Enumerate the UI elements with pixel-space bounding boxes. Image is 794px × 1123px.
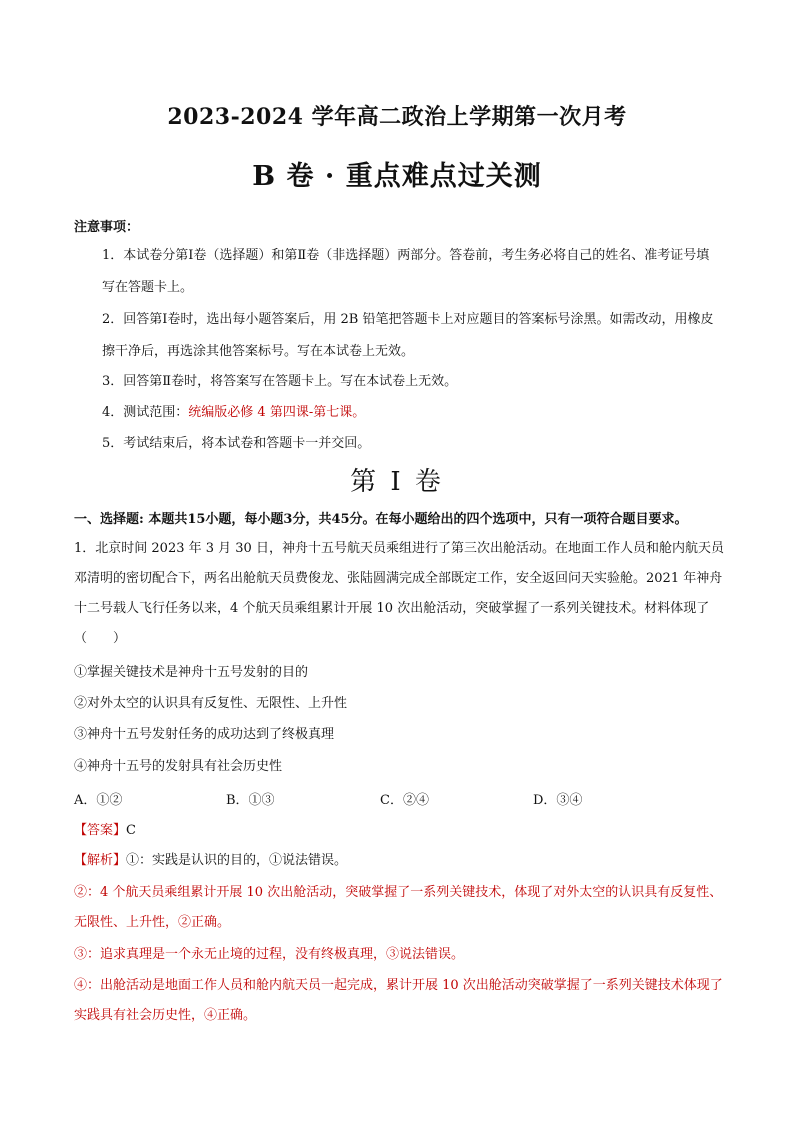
notice-item-2 [74, 304, 722, 368]
q1-analysis-2: ②：4 个航天员乘组累计开展 10 次出舱活动，突破掌握了一系列关键技术，体现了对外太空的认识具有反复性、无限性、上升性，②正确。 [74, 885, 723, 930]
notice-item-1 [74, 240, 722, 304]
notice-heading: 注意事项： [74, 220, 140, 235]
exam-title: 2023-2024 学年高二政治上学期第一次月考 [167, 104, 627, 130]
analysis-line-1: ①：实践是认识的目的，①说法错误。 [126, 853, 348, 868]
analysis-label: 【解析】 [74, 853, 127, 868]
answer-value: C [126, 823, 136, 838]
q1-stem: 1．北京时间 2023 年 3 月 30 日，神舟十五号航天员乘组进行了第三次出舱活动。在地面工作人员和舱内航天员邓清明的密切配合下，两名出舱航天员费俊龙、张陆圆满完成全部既定工作，安全返回问天实验舱。2021 年神舟十二号载人飞行任务以来，4 个航天员乘组累计开展 10 次出舱活动，突破掌握了一系列关键技术。材料体现了（ ） [74, 541, 724, 646]
q1-statement-2: ②对外太空的认识具有反复性、无限性、上升性 [74, 696, 348, 711]
notice-item-3-text: 3．回答第Ⅱ卷时，将答案写在答题卡上。写在本试卷上无效。 [102, 374, 458, 389]
q1-answer [74, 816, 136, 846]
exam-subtitle: B 卷 · 重点难点过关测 [252, 161, 542, 192]
q1-choice-a: A．①② [74, 793, 123, 808]
notice-item-4-prefix: 4．测试范围： [102, 405, 189, 420]
notice-item-5 [74, 428, 722, 460]
notice-item-5-text: 5．考试结束后，将本试卷和答题卡一并交回。 [102, 436, 371, 451]
section-title: 第 I 卷 [350, 467, 444, 497]
notice-item-4 [74, 397, 722, 429]
q1-analysis-3: ③：追求真理是一个永无止境的过程，没有终极真理，③说法错误。 [74, 947, 465, 962]
q1-statement-4: ④神舟十五号的发射具有社会历史性 [74, 759, 283, 774]
answer-label: 【答案】 [74, 823, 127, 838]
q1-statement-3: ③神舟十五号发射任务的成功达到了终极真理 [74, 727, 335, 742]
q1-choice-c: C．②④ [380, 793, 429, 808]
notice-item-4-scope: 统编版必修 4 第四课-第七课。 [188, 405, 366, 420]
notice-item-3 [74, 366, 722, 398]
q1-choice-d: D．③④ [533, 793, 583, 808]
q1-analysis-1 [74, 846, 347, 876]
q1-choice-b: B．①③ [226, 793, 275, 808]
q1-analysis-4: ④：出舱活动是地面工作人员和舱内航天员一起完成，累计开展 10 次出舱活动突破掌握了一系列关键技术体现了实践具有社会历史性，④正确。 [74, 978, 723, 1023]
notice-item-2-text: 2．回答第Ⅰ卷时，选出每小题答案后，用 2B 铅笔把答题卡上对应题目的答案标号涂黑。如需改动，用橡皮擦干净后，再选涂其他答案标号。写在本试卷上无效。 [102, 312, 714, 359]
notice-item-1-text: 1．本试卷分第Ⅰ卷（选择题）和第Ⅱ卷（非选择题）两部分。答卷前，考生务必将自己的姓名、准考证号填写在答题卡上。 [102, 248, 710, 295]
q1-statement-1: ①掌握关键技术是神舟十五号发射的目的 [74, 665, 309, 680]
question-section-header: 一、选择题: 本题共15小题，每小题3分，共45分。在每小题给出的四个选项中，只有一项符合题目要求。 [74, 512, 688, 527]
